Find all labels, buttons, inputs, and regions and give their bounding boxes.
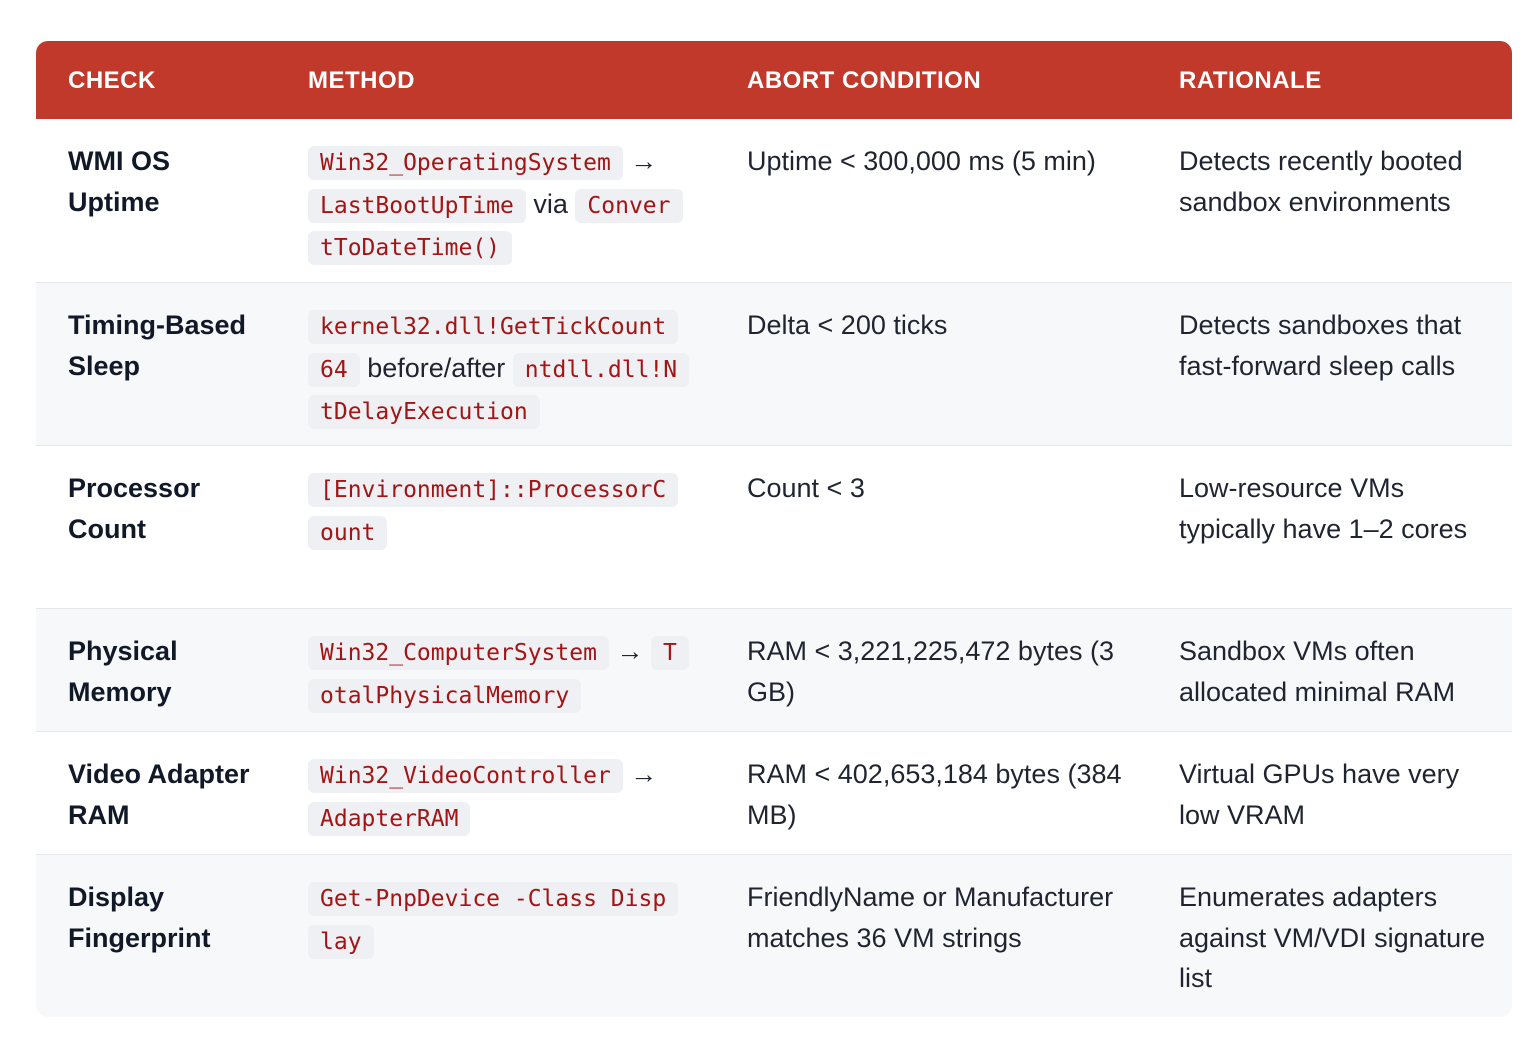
method-cell (308, 877, 680, 962)
method-code: ConvertToDateTime() (308, 189, 683, 266)
table-row (36, 283, 1512, 446)
method-cell (308, 468, 680, 553)
method-code: Win32_ComputerSystem (308, 636, 609, 670)
table-row (36, 119, 1512, 283)
rationale: Detects sandboxes that fast-forward sleep calls (1179, 310, 1462, 381)
method-text: via (525, 188, 576, 219)
abort-condition: RAM < 3,221,225,472 bytes (3 GB) (747, 636, 1114, 707)
table-row (36, 446, 1512, 609)
abort-condition: Delta < 200 ticks (747, 310, 948, 340)
table-row (36, 609, 1512, 732)
check-name: Display Fingerprint (68, 882, 211, 953)
method-cell (308, 141, 680, 269)
method-text: → (622, 146, 658, 176)
rationale: Low-resource VMs typically have 1–2 cores (1179, 473, 1468, 544)
method-cell (308, 754, 680, 839)
method-code: AdapterRAM (308, 802, 470, 836)
header-abort-condition: ABORT CONDITION (747, 67, 982, 94)
method-text: → (622, 759, 658, 789)
table-row (36, 732, 1512, 855)
checks-table (36, 41, 1512, 1017)
method-text: → (608, 636, 651, 666)
header-method: METHOD (308, 67, 415, 94)
method-code: Win32_OperatingSystem (308, 146, 623, 180)
method-code: TotalPhysicalMemory (308, 636, 689, 713)
header-check: CHECK (68, 67, 156, 94)
check-name: WMI OS Uptime (68, 146, 170, 217)
abort-condition: FriendlyName or Manufacturer matches 36 VM strings (747, 882, 1114, 953)
method-code: ntdll.dll!NtDelayExecution (308, 353, 689, 430)
rationale: Sandbox VMs often allocated minimal RAM (1179, 636, 1456, 707)
rationale: Detects recently booted sandbox environments (1179, 146, 1463, 217)
check-name: Timing-Based Sleep (68, 310, 247, 381)
method-code: Win32_VideoController (308, 759, 623, 793)
method-code: kernel32.dll!GetTickCount64 (308, 310, 678, 387)
abort-condition: RAM < 402,653,184 bytes (384 MB) (747, 759, 1122, 830)
table-row (36, 855, 1512, 1017)
abort-condition: Uptime < 300,000 ms (5 min) (747, 146, 1096, 176)
rationale: Enumerates adapters against VM/VDI signature list (1179, 882, 1486, 993)
method-cell (308, 631, 680, 716)
abort-condition: Count < 3 (747, 473, 865, 503)
check-name: Processor Count (68, 473, 201, 544)
rationale: Virtual GPUs have very low VRAM (1179, 759, 1460, 830)
header-rationale: RATIONALE (1179, 67, 1322, 94)
method-code: Get-PnpDevice -Class Display (308, 882, 678, 959)
method-cell (308, 305, 680, 433)
check-name: Video Adapter RAM (68, 759, 250, 830)
table-header (36, 41, 1512, 119)
check-name: Physical Memory (68, 636, 178, 707)
method-code: [Environment]::ProcessorCount (308, 473, 678, 550)
method-code: LastBootUpTime (308, 189, 526, 223)
method-text: before/after (359, 352, 513, 383)
